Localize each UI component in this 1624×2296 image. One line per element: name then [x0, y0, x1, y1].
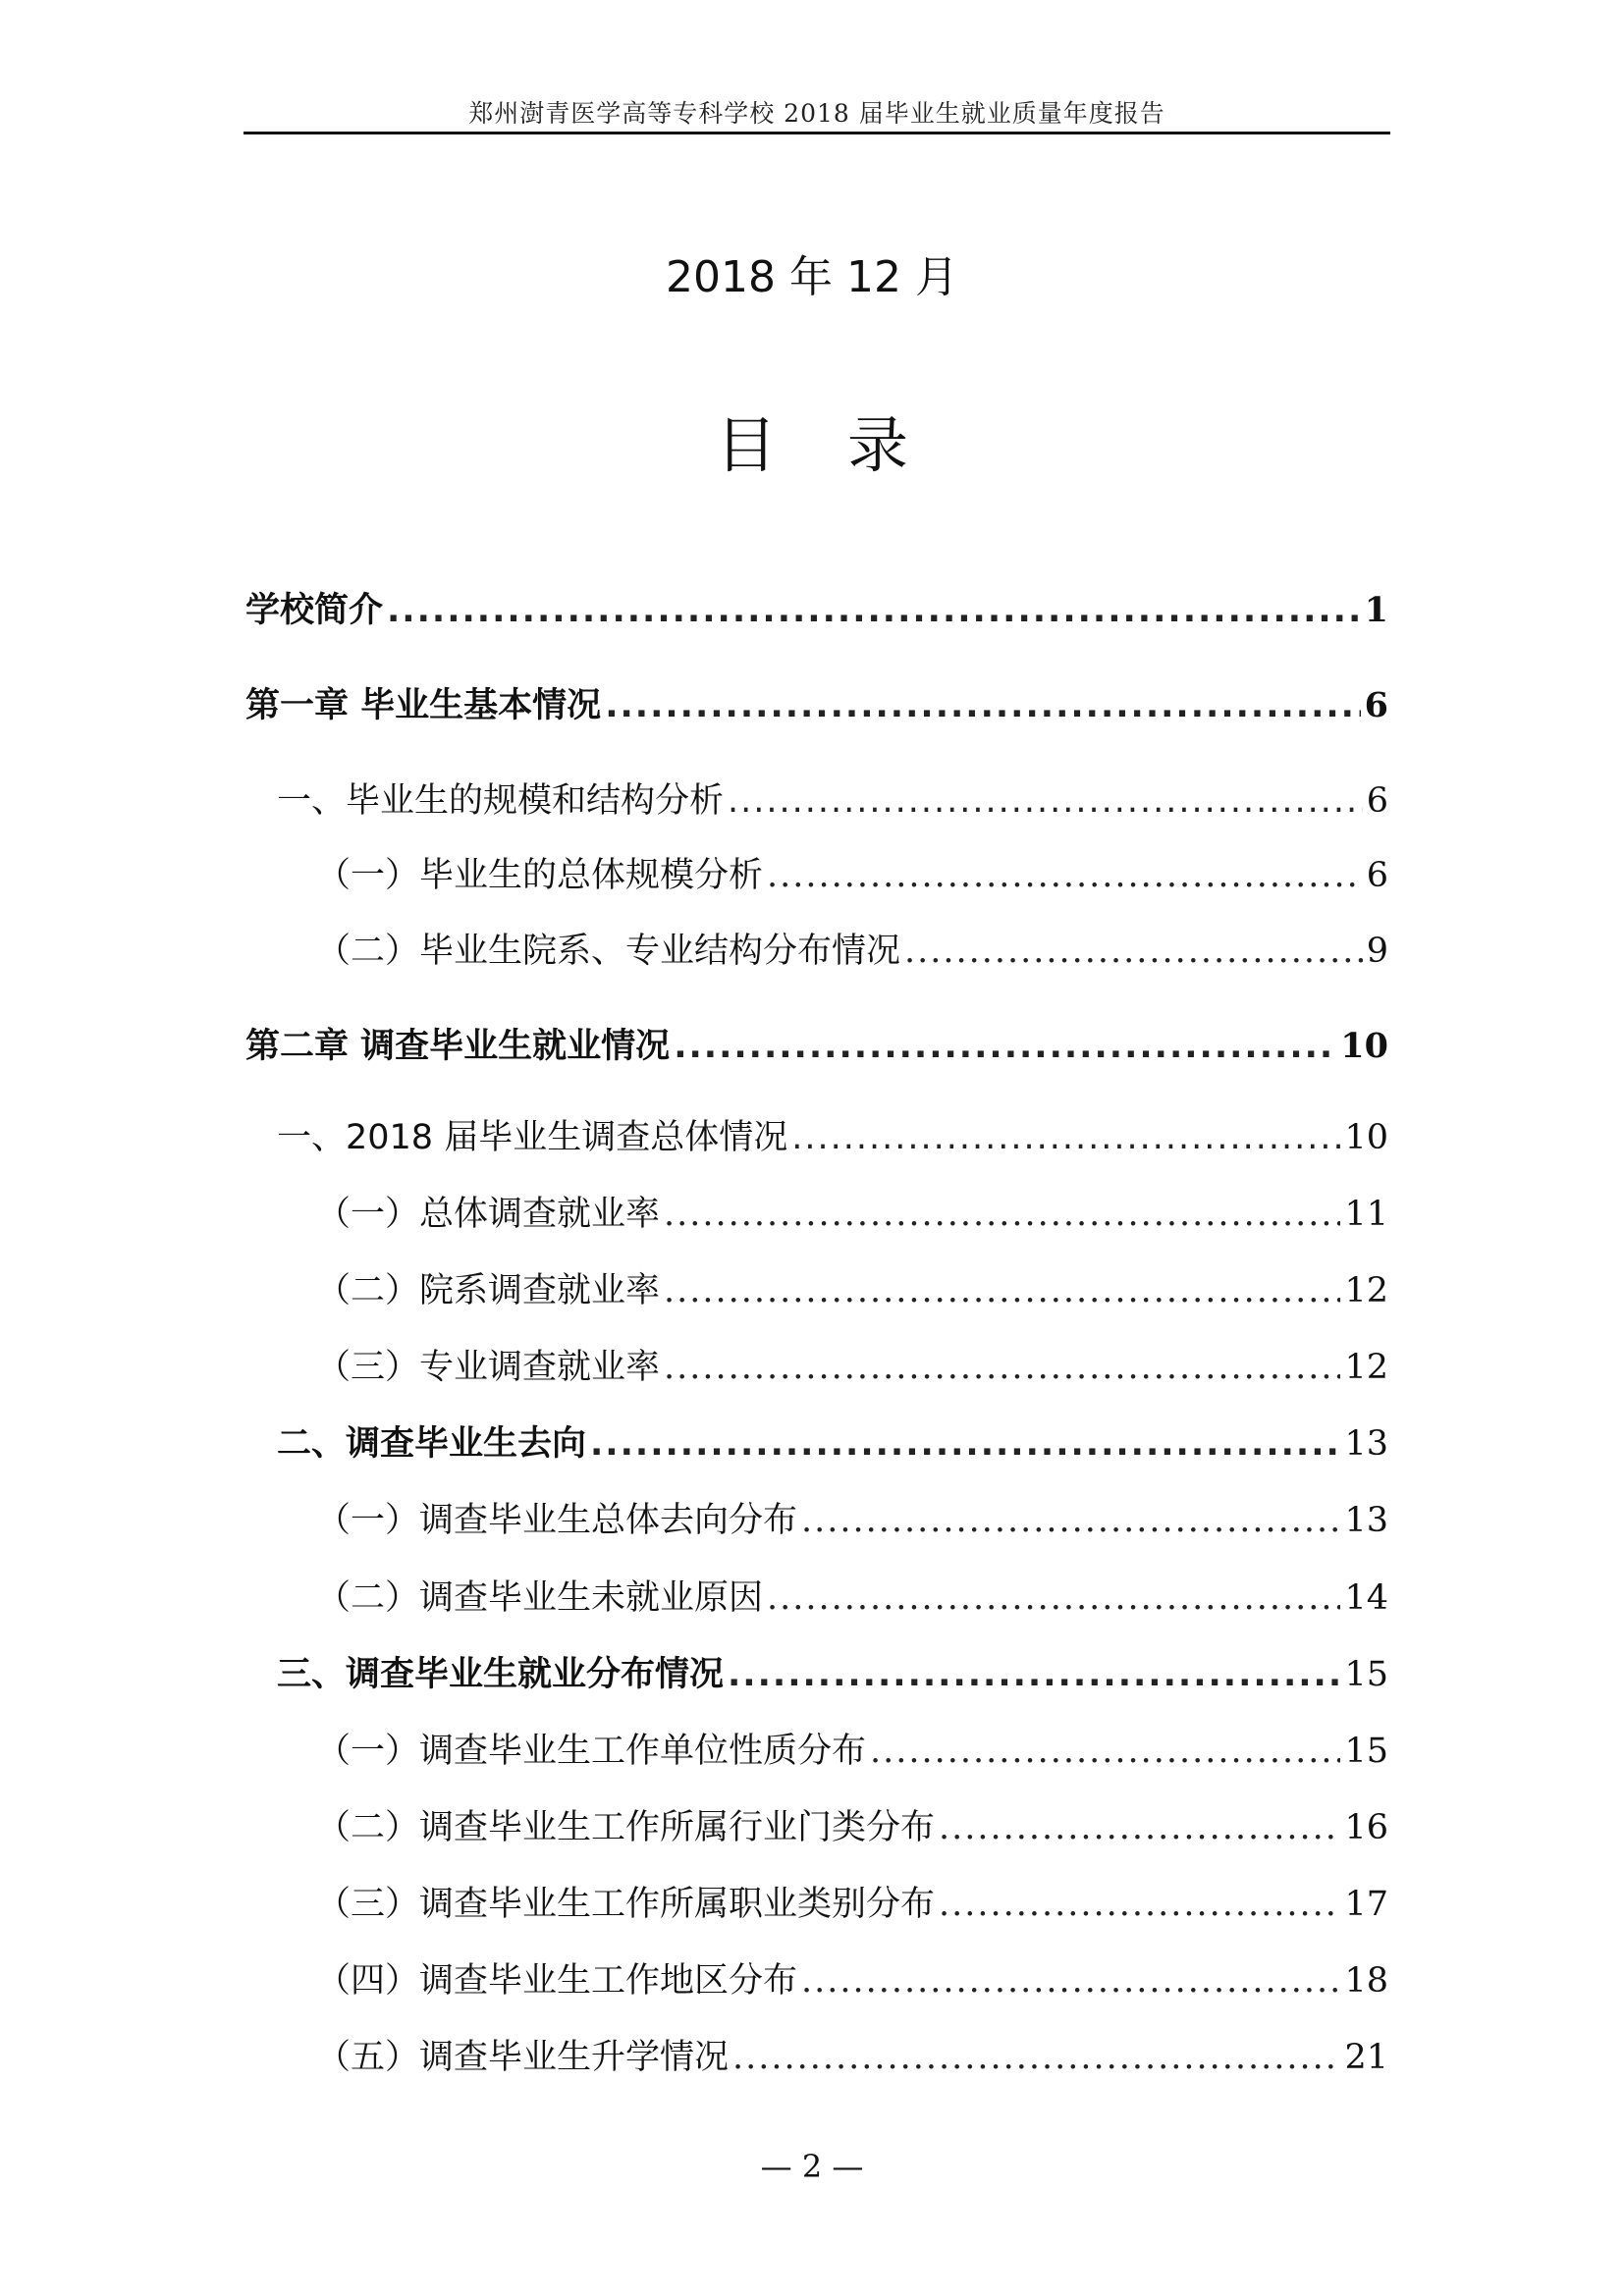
toc-entry[interactable]	[316, 1806, 1388, 1849]
toc-entry-label: 学校简介	[245, 591, 384, 630]
toc-entry-page-number: 10	[1340, 1026, 1388, 1066]
toc-dot-leader	[387, 589, 1361, 632]
toc-entry-page-number: 6	[1366, 781, 1388, 821]
toc-entry[interactable]	[245, 684, 1388, 727]
toc-entry[interactable]	[316, 1499, 1388, 1542]
toc-dot-leader	[728, 779, 1363, 823]
toc-entry-page-number: 14	[1344, 1578, 1388, 1618]
toc-entry-label: （一）毕业生的总体规模分析	[316, 856, 764, 895]
toc-dot-leader	[674, 1025, 1336, 1068]
toc-entry-page-number: 13	[1344, 1424, 1388, 1464]
toc-entry-label: 一、2018 届毕业生调查总体情况	[277, 1118, 788, 1157]
toc-entry[interactable]	[316, 1346, 1388, 1389]
running-header: 郑州澍青医学高等专科学校 2018 届毕业生就业质量年度报告	[468, 99, 1165, 128]
toc-dot-leader	[664, 1193, 1340, 1236]
toc-entry-page-number: 6	[1366, 856, 1388, 895]
toc-entry-label: （三）调查毕业生工作所属职业类别分布	[316, 1885, 936, 1924]
toc-entry[interactable]	[316, 1576, 1388, 1620]
toc-entry-page-number: 18	[1344, 1961, 1388, 2001]
toc-entry-page-number: 9	[1366, 932, 1388, 971]
toc-dot-leader	[605, 684, 1360, 727]
header-rule	[244, 132, 1390, 134]
toc-dot-leader	[728, 1653, 1340, 1696]
toc-entry-page-number: 16	[1344, 1808, 1388, 1847]
toc-entry-label: 二、调查毕业生去向	[277, 1424, 587, 1464]
toc-entry-label: （二）毕业生院系、专业结构分布情况	[316, 932, 901, 971]
toc-entry[interactable]	[316, 1883, 1388, 1926]
toc-dot-leader	[767, 854, 1363, 897]
toc-entry-page-number: 10	[1344, 1118, 1388, 1157]
toc-entry-page-number: 13	[1344, 1501, 1388, 1540]
toc-dot-leader	[801, 1499, 1340, 1542]
toc-entry-label: （二）调查毕业生工作所属行业门类分布	[316, 1808, 936, 1847]
toc-entry-label: （一）调查毕业生总体去向分布	[316, 1501, 798, 1540]
toc-entry-label: 第二章 调查毕业生就业情况	[245, 1027, 671, 1066]
toc-dot-leader	[732, 2036, 1340, 2079]
toc-entry-page-number: 11	[1344, 1195, 1388, 1234]
toc-entry[interactable]	[245, 589, 1388, 632]
toc-entry[interactable]	[316, 854, 1388, 897]
toc-title: 目录	[715, 409, 979, 481]
toc-entry[interactable]	[277, 1422, 1388, 1466]
toc-entry-page-number: 12	[1344, 1348, 1388, 1387]
toc-dot-leader	[664, 1269, 1340, 1312]
toc-entry-label: （一）调查毕业生工作单位性质分布	[316, 1732, 867, 1771]
toc-entry-page-number: 6	[1364, 685, 1388, 725]
toc-entry-page-number: 15	[1344, 1732, 1388, 1771]
toc-entry[interactable]	[316, 1959, 1388, 2002]
toc-entry[interactable]	[277, 779, 1388, 823]
toc-entry-page-number: 12	[1344, 1271, 1388, 1310]
toc-entry-page-number: 15	[1344, 1655, 1388, 1694]
toc-dot-leader	[939, 1806, 1340, 1849]
toc-dot-leader	[767, 1576, 1340, 1620]
toc-dot-leader	[801, 1959, 1340, 2002]
toc-dot-leader	[590, 1422, 1340, 1466]
toc-entry[interactable]	[316, 1269, 1388, 1312]
toc-entry-page-number: 21	[1344, 2038, 1388, 2077]
toc-entry[interactable]	[316, 1193, 1388, 1236]
toc-entry-label: （四）调查毕业生工作地区分布	[316, 1961, 798, 2001]
toc-entry-label: 一、毕业生的规模和结构分析	[277, 781, 725, 821]
toc-entry-label: 三、调查毕业生就业分布情况	[277, 1655, 725, 1694]
toc-entry-label: （二）调查毕业生未就业原因	[316, 1578, 764, 1618]
toc-entry-label: 第一章 毕业生基本情况	[245, 686, 602, 725]
page-number: — 2 —	[760, 2148, 864, 2185]
toc-entry[interactable]	[245, 1025, 1388, 1068]
toc-entry-label: （三）专业调查就业率	[316, 1348, 661, 1387]
toc-entry[interactable]	[316, 930, 1388, 973]
toc-dot-leader	[939, 1883, 1340, 1926]
toc-entry-label: （五）调查毕业生升学情况	[316, 2038, 730, 2077]
toc-dot-leader	[870, 1730, 1340, 1773]
toc-entry-label: （二）院系调查就业率	[316, 1271, 661, 1310]
toc-dot-leader	[791, 1116, 1340, 1159]
toc-entry-page-number: 1	[1364, 590, 1388, 630]
toc-dot-leader	[904, 930, 1363, 973]
toc-entry[interactable]	[277, 1653, 1388, 1696]
toc-entry[interactable]	[316, 1730, 1388, 1773]
toc-dot-leader	[664, 1346, 1340, 1389]
toc-entry[interactable]	[316, 2036, 1388, 2079]
toc-entry-label: （一）总体调查就业率	[316, 1195, 661, 1234]
toc-entry[interactable]	[277, 1116, 1388, 1159]
report-date: 2018 年 12 月	[666, 252, 958, 302]
toc-entry-page-number: 17	[1344, 1885, 1388, 1924]
